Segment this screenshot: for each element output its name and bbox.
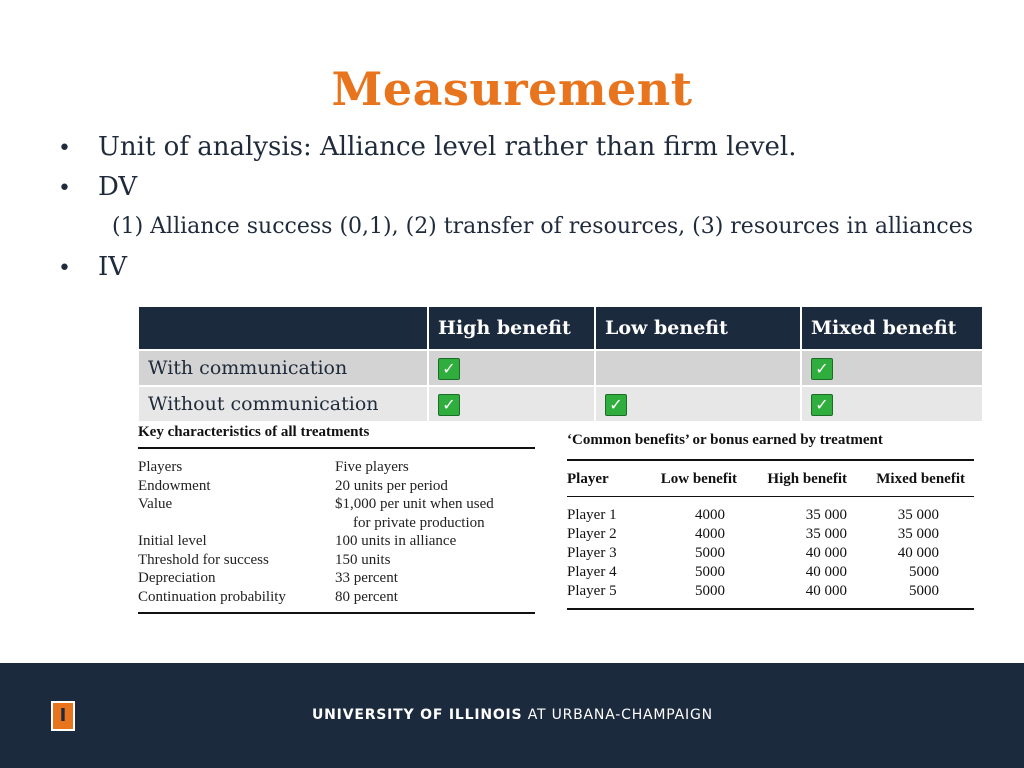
kc-value-continued: for private production <box>353 514 485 531</box>
list-item <box>138 532 535 551</box>
university-name <box>312 707 713 723</box>
key-characteristics-title: Key characteristics of all treatments <box>138 424 535 449</box>
list-item <box>138 551 535 570</box>
bullet-iv <box>58 252 127 282</box>
table-row <box>567 563 974 582</box>
cell-player: Player 4 <box>567 564 617 580</box>
checkbox-checked-icon: ✓ <box>438 394 460 416</box>
checkbox-checked-icon: ✓ <box>438 358 460 380</box>
table-row <box>567 525 974 544</box>
cell-player: Player 2 <box>567 526 617 542</box>
kc-label: Continuation probability <box>138 588 286 605</box>
cell-low-without <box>596 387 800 421</box>
kc-value: 80 percent <box>335 588 398 605</box>
common-benefits-header-row <box>567 461 974 497</box>
list-item <box>138 588 535 607</box>
table-row <box>567 582 974 601</box>
slide-title: Measurement <box>331 62 693 116</box>
cell-mixed: 5000 <box>909 564 939 580</box>
cell-mixed-with <box>802 351 982 385</box>
cell-low: 4000 <box>695 526 725 542</box>
col-header-mixed: Mixed benefit <box>876 471 965 487</box>
cell-low: 5000 <box>695 564 725 580</box>
table-row <box>139 351 982 385</box>
cell-mixed-without <box>802 387 982 421</box>
iv-header-blank <box>139 307 427 349</box>
footer-bar <box>0 663 1024 768</box>
key-characteristics-table <box>138 424 535 614</box>
iv-treatment-table <box>137 305 984 423</box>
list-item <box>138 458 535 477</box>
list-item <box>138 495 535 514</box>
cell-low-with <box>596 351 800 385</box>
cell-player: Player 5 <box>567 583 617 599</box>
cell-low: 5000 <box>695 583 725 599</box>
cell-mixed: 40 000 <box>897 545 939 561</box>
bullet-dot: • <box>58 136 71 161</box>
illinois-logo-icon <box>51 701 75 731</box>
kc-value: 150 units <box>335 551 391 568</box>
kc-value: $1,000 per unit when used <box>335 496 494 512</box>
bullet-text: IV <box>98 252 128 282</box>
col-header-player: Player <box>567 471 609 487</box>
bullet-unit-of-analysis <box>58 132 797 162</box>
col-header-high: High benefit <box>767 471 847 487</box>
cell-low: 5000 <box>695 545 725 561</box>
kc-label: Endowment <box>138 477 211 494</box>
kc-label: Value <box>138 496 173 512</box>
col-header-low: Low benefit <box>660 471 737 487</box>
checkbox-checked-icon: ✓ <box>811 394 833 416</box>
kc-label: Depreciation <box>138 570 216 586</box>
kc-value: Five players <box>335 459 409 475</box>
list-item <box>138 569 535 588</box>
cell-mixed: 5000 <box>909 583 939 599</box>
cell-player: Player 3 <box>567 545 617 561</box>
bullet-text: Unit of analysis: Alliance level rather than firm level. <box>98 132 797 162</box>
common-benefits-title: ‘Common benefits’ or bonus earned by treatment <box>567 432 974 461</box>
cell-high: 35 000 <box>805 507 847 523</box>
kc-label: Threshold for success <box>138 551 269 568</box>
cell-high: 40 000 <box>805 564 847 580</box>
cell-high: 40 000 <box>805 583 847 599</box>
bullet-dot: • <box>58 256 71 281</box>
dv-detail: (1) Alliance success (0,1), (2) transfer of resources, (3) resources in alliances <box>112 214 973 239</box>
list-item <box>138 477 535 496</box>
cell-player: Player 1 <box>567 507 617 523</box>
cell-high: 35 000 <box>805 526 847 542</box>
cell-high: 40 000 <box>805 545 847 561</box>
bullet-dv <box>58 172 137 202</box>
iv-header-high-benefit: High benefit <box>429 307 594 349</box>
iv-header-mixed-benefit: Mixed benefit <box>802 307 982 349</box>
common-benefits-table <box>567 432 974 610</box>
cell-low: 4000 <box>695 507 725 523</box>
kc-value: 100 units in alliance <box>335 533 457 549</box>
table-row <box>139 387 982 421</box>
university-name-bold: UNIVERSITY OF ILLINOIS <box>312 707 523 723</box>
cell-mixed: 35 000 <box>897 526 939 542</box>
cell-mixed: 35 000 <box>897 507 939 523</box>
kc-value: 20 units per period <box>335 477 448 494</box>
table-row <box>567 544 974 563</box>
cell-high-without <box>429 387 594 421</box>
list-item <box>138 514 535 533</box>
kc-value: 33 percent <box>335 570 398 586</box>
logo-letter: I <box>59 705 67 726</box>
row-label-without-communication: Without communication <box>139 387 427 421</box>
checkbox-checked-icon: ✓ <box>605 394 627 416</box>
kc-label: Players <box>138 459 183 475</box>
bullet-dot: • <box>58 176 71 201</box>
row-label-with-communication: With communication <box>139 351 427 385</box>
table-row <box>567 506 974 525</box>
iv-header-low-benefit: Low benefit <box>596 307 800 349</box>
kc-label: Initial level <box>138 533 207 549</box>
bullet-text: DV <box>98 172 138 202</box>
cell-high-with <box>429 351 594 385</box>
checkbox-checked-icon: ✓ <box>811 358 833 380</box>
university-name-rest: AT URBANA-CHAMPAIGN <box>522 707 713 723</box>
